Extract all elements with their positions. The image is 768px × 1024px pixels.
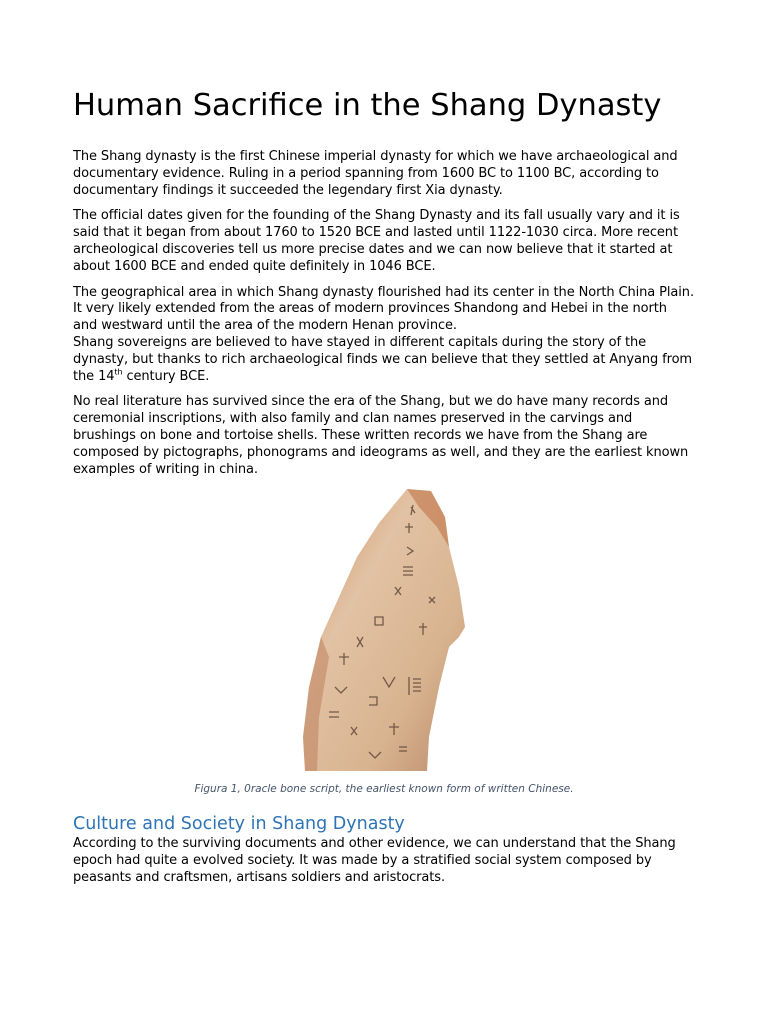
section-heading: Culture and Society in Shang Dynasty (73, 814, 405, 835)
paragraph-geography-part1: The geographical area in which Shang dynasty flourished had its center in the North China Plain. It very likely extended from the areas of modern provinces Shandong and Hebei in the north and westward until the area of the modern Henan province. (73, 284, 694, 334)
section-body: According to the surviving documents and other evidence, we can understand that the Shang epoch had quite a evolved society. It was made by a stratified social system composed by peasants and craftsmen, artisans soldiers and aristocrats. (73, 836, 676, 885)
paragraph-geography-part3: century BCE. (122, 368, 210, 384)
superscript-th: th (114, 367, 123, 377)
page-title: Human Sacrifice in the Shang Dynasty (73, 88, 662, 123)
paragraph-dates: The official dates given for the founding of the Shang Dynasty and its fall usually vary and it is said that it began from about 1760 to 1520 BCE and lasted until 1122-1030 circa. More recent archeological discoveries tell us more precise dates and we can now believe that it started at about 1600 BCE and ended quite definitely in 1046 BCE. (73, 208, 680, 274)
document-page (73, 86, 695, 896)
paragraph-literature: No real literature has survived since the era of the Shang, but we do have many records and ceremonial inscriptions, with also family and clan names preserved in the carvings and brushings on bone and tortoise shells. These written records we have from the Shang are composed by pictographs, phonograms and ideograms as well, and they are the earliest known examples of writing in china. (73, 394, 689, 477)
oracle-bone-image (299, 487, 471, 771)
paragraph-intro: The Shang dynasty is the first Chinese imperial dynasty for which we have archaeological and documentary evidence. Ruling in a period spanning from 1600 BC to 1100 BC, according to documentary findings it succeeded the legendary first Xia dynasty. (73, 149, 678, 198)
figure-caption: Figura 1, 0racle bone script, the earliest known form of written Chinese. (194, 783, 574, 796)
figure (73, 487, 695, 771)
paragraph-geography-part2: Shang sovereigns are believed to have stayed in different capitals during the story of the dynasty, but thanks to rich archaeological finds we can believe that they settled at Anyang from the 14 (73, 334, 692, 384)
paragraph-geography (73, 285, 695, 386)
